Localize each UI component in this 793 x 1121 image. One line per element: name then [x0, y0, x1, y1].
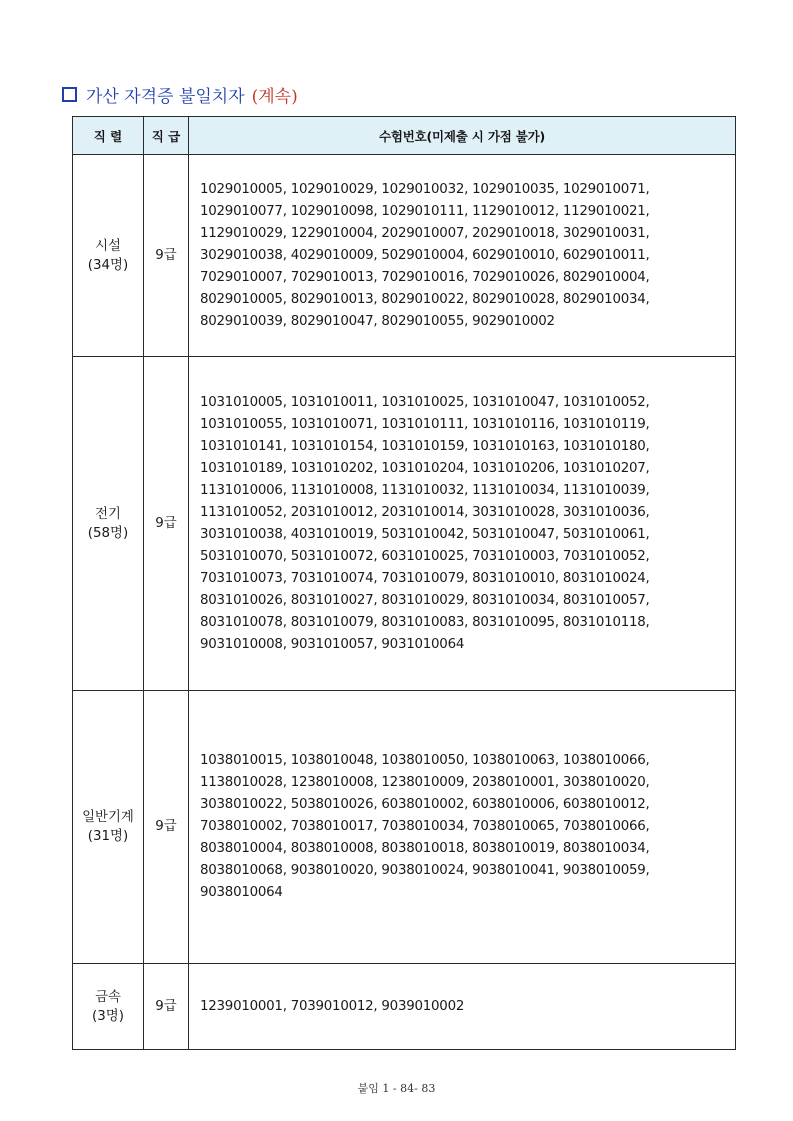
- candidate-table: [72, 116, 736, 1050]
- exam-numbers-cell: [189, 691, 736, 964]
- exam-numbers-cell: [189, 155, 736, 357]
- table-header-row: [73, 117, 736, 155]
- header-grade: 직 급: [144, 117, 189, 155]
- table-row: [73, 155, 736, 357]
- exam-numbers-line: 1038010015, 1038010048, 1038010050, 1038010063, 1038010066,: [200, 753, 650, 768]
- exam-numbers-line: 8029010039, 8029010047, 8029010055, 9029010002: [200, 313, 555, 329]
- category-cell: [73, 964, 144, 1050]
- exam-numbers-line: 1239010001, 7039010012, 9039010002: [200, 998, 465, 1014]
- exam-numbers-line: 7038010002, 7038010017, 7038010034, 7038010065, 7038010066,: [200, 819, 650, 834]
- heading-title: 가산 자격증 불일치자: [86, 86, 245, 107]
- exam-numbers-cell: [189, 964, 736, 1050]
- exam-numbers-line: 3029010038, 4029010009, 5029010004, 6029010010, 6029010011,: [200, 247, 650, 263]
- heading-continued: (계속): [251, 86, 298, 107]
- category-count: (58명): [87, 525, 129, 541]
- category-count: (34명): [87, 257, 129, 273]
- grade-cell: 9급: [144, 964, 189, 1050]
- category-cell: [73, 691, 144, 964]
- exam-numbers-line: 1129010029, 1229010004, 2029010007, 2029010018, 3029010031,: [200, 225, 650, 241]
- page-footer: 붙임 1 - 84- 83: [357, 1082, 436, 1095]
- exam-numbers-line: 1031010141, 1031010154, 1031010159, 1031010163, 1031010180,: [200, 438, 650, 454]
- exam-numbers-line: 1029010005, 1029010029, 1029010032, 1029010035, 1029010071,: [200, 181, 650, 197]
- grade-cell: 9급: [144, 691, 189, 964]
- exam-numbers-line: 7031010073, 7031010074, 7031010079, 8031010010, 8031010024,: [200, 570, 650, 586]
- section-heading: [62, 82, 298, 106]
- table-row: [73, 691, 736, 964]
- exam-numbers-line: 8031010078, 8031010079, 8031010083, 8031010095, 8031010118,: [200, 614, 650, 630]
- exam-numbers-line: 3031010038, 4031010019, 5031010042, 5031010047, 5031010061,: [200, 526, 650, 542]
- category-cell: [73, 357, 144, 691]
- grade-cell: 9급: [144, 357, 189, 691]
- table-row: [73, 964, 736, 1050]
- category-name: 일반기계: [82, 810, 134, 825]
- category-count: (3명): [92, 1008, 124, 1024]
- exam-numbers-line: 8029010005, 8029010013, 8029010022, 8029010028, 8029010034,: [200, 291, 650, 307]
- header-exam-numbers: 수험번호(미제출 시 가점 불가): [189, 117, 736, 155]
- exam-numbers-line: 9038010064: [200, 885, 283, 900]
- exam-numbers-line: 9031010008, 9031010057, 9031010064: [200, 636, 465, 652]
- category-name: 시설: [95, 238, 121, 254]
- table-row: [73, 357, 736, 691]
- exam-numbers-line: 3038010022, 5038010026, 6038010002, 6038010006, 6038010012,: [200, 797, 650, 812]
- exam-numbers-line: 5031010070, 5031010072, 6031010025, 7031010003, 7031010052,: [200, 548, 650, 564]
- exam-numbers-line: 1138010028, 1238010008, 1238010009, 2038010001, 3038010020,: [200, 775, 650, 790]
- exam-numbers-line: 1029010077, 1029010098, 1029010111, 1129010012, 1129010021,: [200, 203, 650, 219]
- exam-numbers-line: 1131010052, 2031010012, 2031010014, 3031010028, 3031010036,: [200, 504, 650, 520]
- header-category: 직 렬: [73, 117, 144, 155]
- exam-numbers-line: 1031010189, 1031010202, 1031010204, 1031010206, 1031010207,: [200, 460, 650, 476]
- checkbox-square-icon: [62, 87, 77, 102]
- exam-numbers-cell: [189, 357, 736, 691]
- grade-cell: 9급: [144, 155, 189, 357]
- category-count: (31명): [87, 829, 129, 844]
- exam-numbers-line: 8038010068, 9038010020, 9038010024, 9038010041, 9038010059,: [200, 863, 650, 878]
- exam-numbers-line: 1031010055, 1031010071, 1031010111, 1031010116, 1031010119,: [200, 416, 650, 432]
- exam-numbers-line: 1131010006, 1131010008, 1131010032, 1131010034, 1131010039,: [200, 482, 650, 498]
- category-name: 금속: [95, 989, 121, 1005]
- exam-numbers-line: 8038010004, 8038010008, 8038010018, 8038010019, 8038010034,: [200, 841, 650, 856]
- exam-numbers-line: 1031010005, 1031010011, 1031010025, 1031010047, 1031010052,: [200, 394, 650, 410]
- exam-numbers-line: 8031010026, 8031010027, 8031010029, 8031010034, 8031010057,: [200, 592, 650, 608]
- category-name: 전기: [95, 506, 121, 522]
- category-cell: [73, 155, 144, 357]
- exam-numbers-line: 7029010007, 7029010013, 7029010016, 7029010026, 8029010004,: [200, 269, 650, 285]
